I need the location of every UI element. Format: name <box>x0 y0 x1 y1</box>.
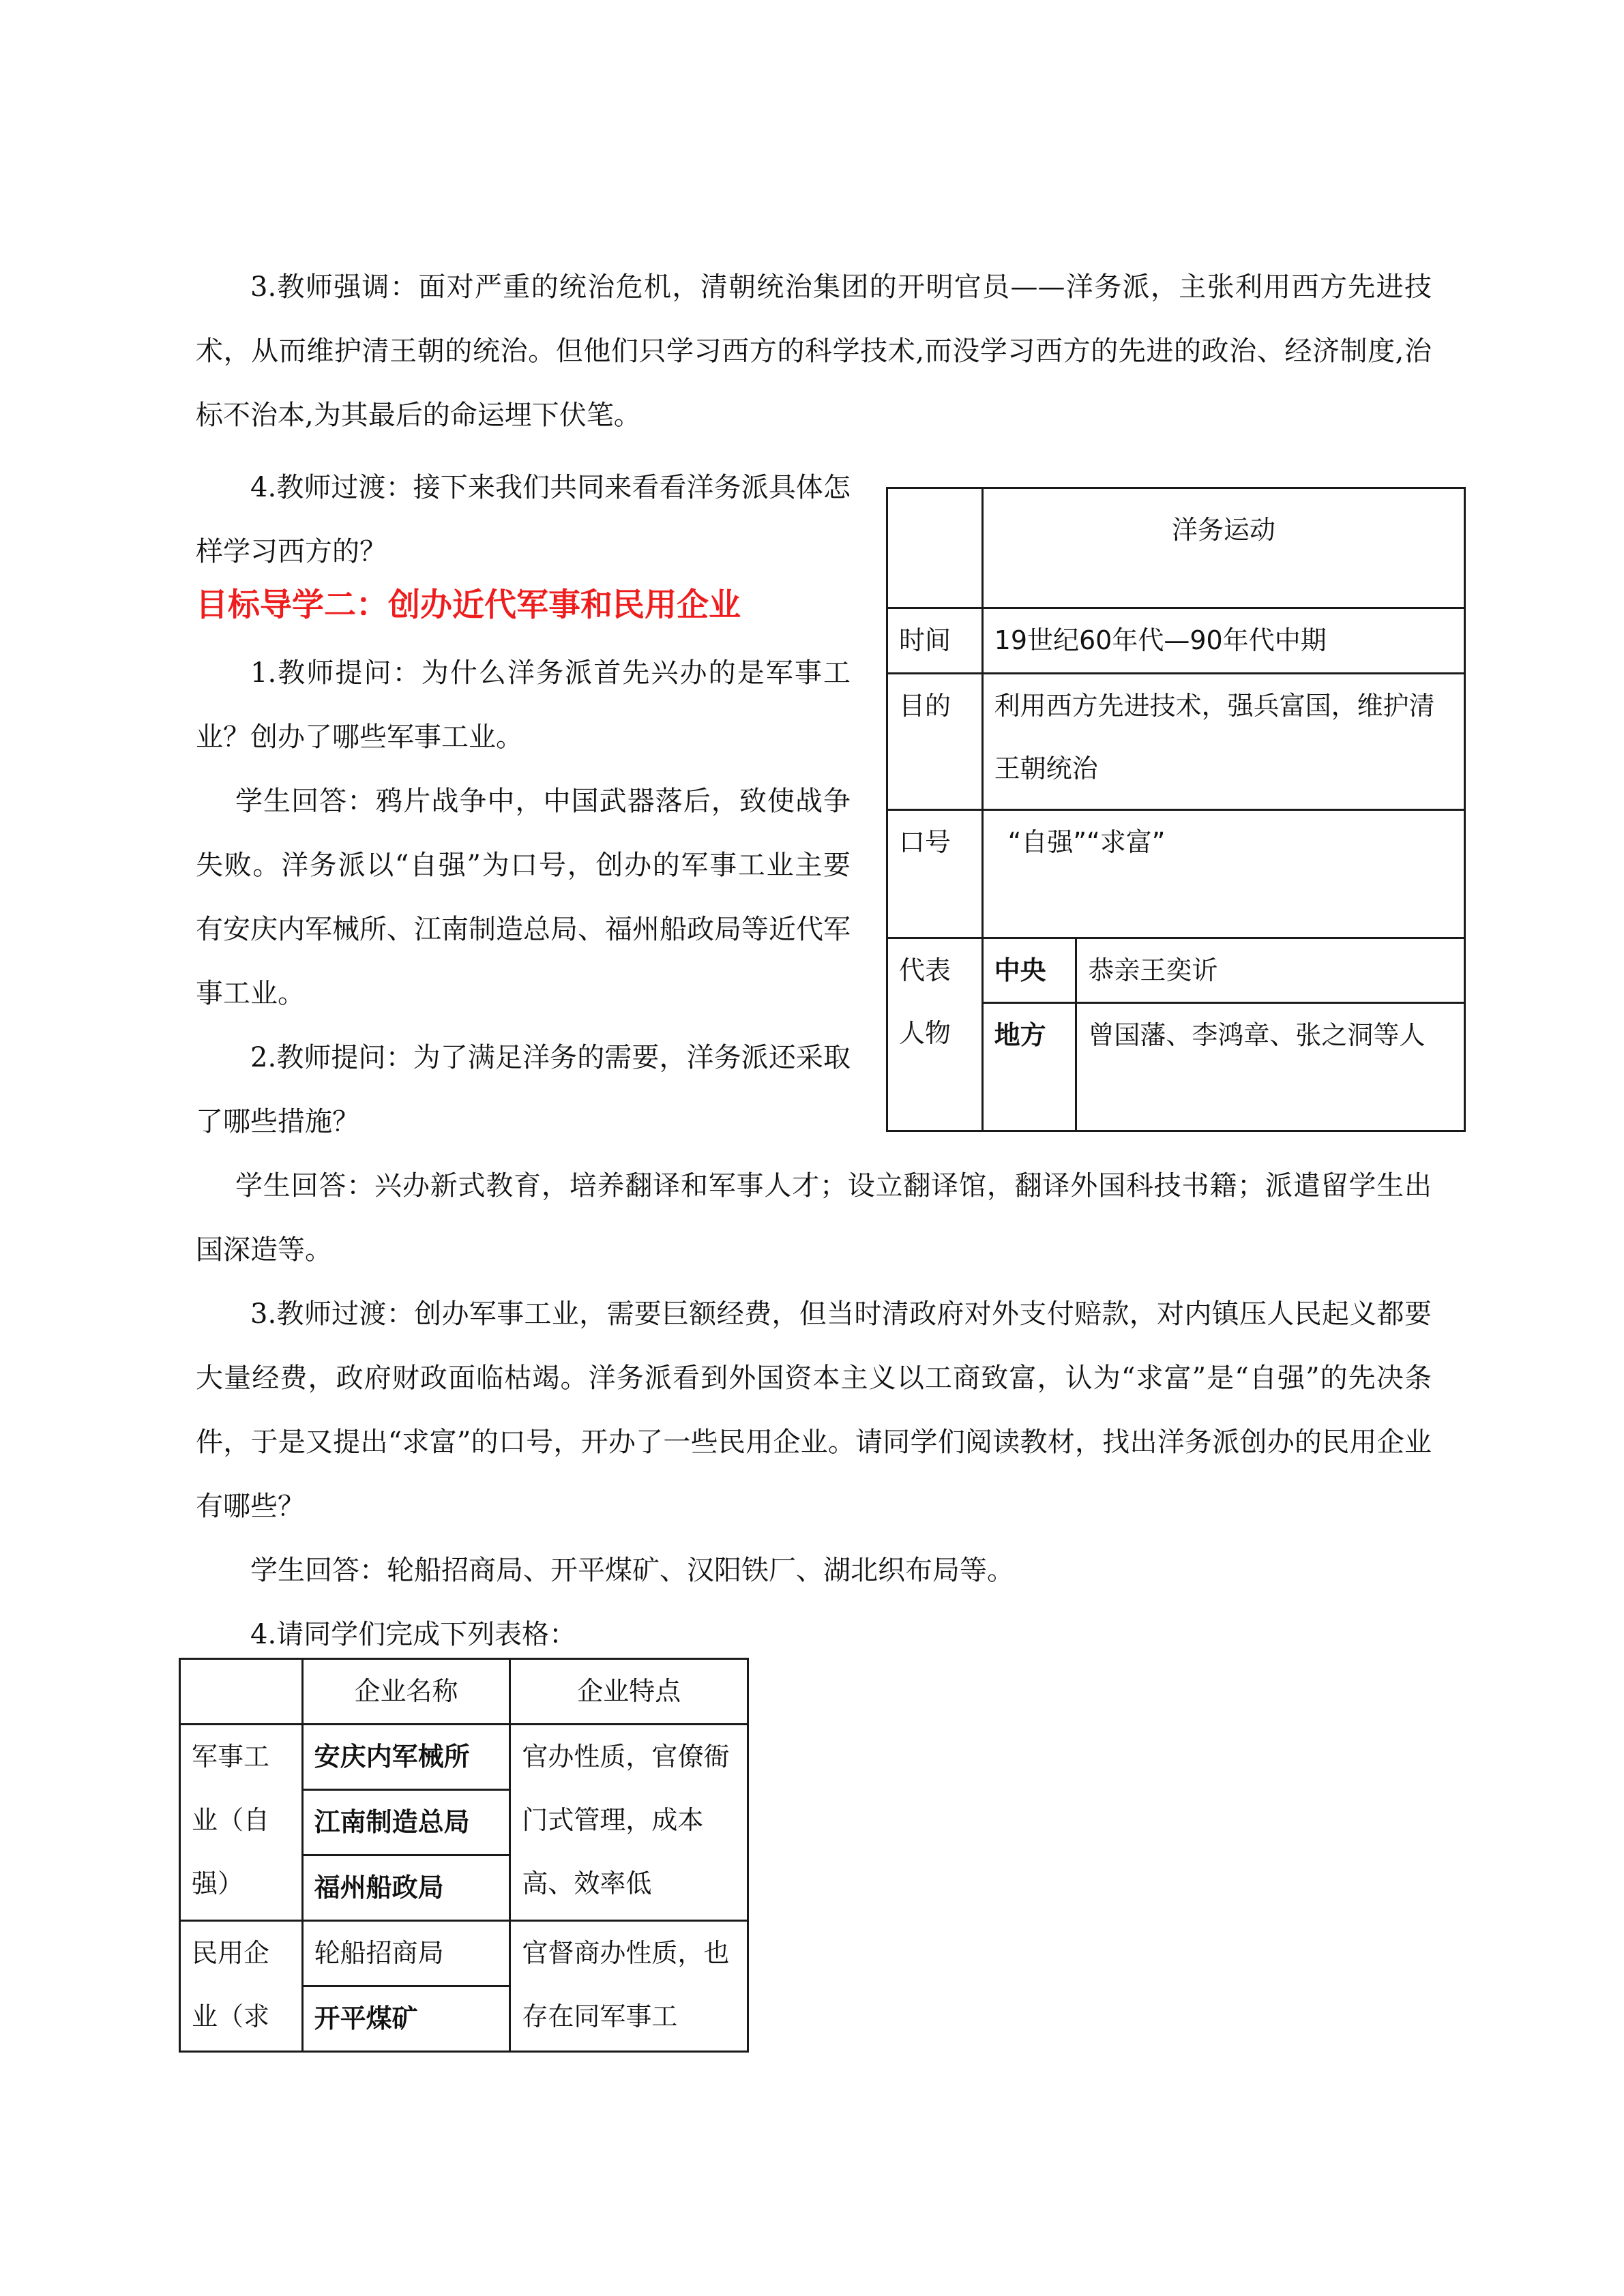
military-item-jiangnan: 江南制造总局 <box>302 1790 510 1855</box>
central-label: 中央 <box>982 938 1076 1003</box>
military-item-fuzhou: 福州船政局 <box>302 1855 510 1921</box>
paragraph-teacher-transition-2: 3.教师过渡：创办军事工业，需要巨额经费，但当时清政府对外支付赔款，对内镇压人民起义都要大量经费，政府财政面临枯竭。洋务派看到外国资本主义以工商致富，认为“求富”是“自强”的先决条件，于是又提出“求富”的口号，开办了一些民用企业。请同学们阅读教材，找出洋务派创办的民用企业有哪些？ <box>196 1298 1432 1522</box>
paragraph-student-answer-2: 学生回答：兴办新式教育，培养翻译和军事人才；设立翻译馆，翻译外国科技书籍；派遣留学生出国深造等。 <box>196 1170 1432 1266</box>
slogan-value: “自强”“求富” <box>982 810 1464 938</box>
military-item-anqing: 安庆内军械所 <box>302 1725 510 1790</box>
movement-table-title: 洋务运动 <box>982 488 1464 608</box>
header-enterprise-name: 企业名称 <box>302 1659 510 1725</box>
paragraph-teacher-emphasis: 3.教师强调：面对严重的统治危机，清朝统治集团的开明官员——洋务派，主张利用西方先进技术，从而维护清王朝的统治。但他们只学习西方的科学技术,而没学习西方的先进的政治、经济制度,治标不治本,为其最后的命运埋下伏笔。 <box>196 271 1432 431</box>
paragraph-student-answer-1: 学生回答：鸦片战争中，中国武器落后，致使战争失败。洋务派以“自强”为口号，创办的军事工业主要有安庆内军械所、江南制造总局、福州船政局等近代军事工业。 <box>196 786 851 1009</box>
local-label: 地方 <box>982 1003 1076 1131</box>
slogan-label: 口号 <box>887 810 983 938</box>
central-value: 恭亲王奕䜣 <box>1076 938 1465 1003</box>
civil-enterprise-label: 民用企业（求 <box>180 1921 303 2052</box>
purpose-label: 目的 <box>887 674 983 810</box>
local-value: 曾国藩、李鸿章、张之洞等人 <box>1076 1003 1465 1131</box>
people-label: 代表人物 <box>887 938 983 1131</box>
movement-table <box>886 487 1466 1132</box>
time-label: 时间 <box>887 608 983 674</box>
civil-feature: 官督商办性质，也存在同军事工 <box>510 1921 748 2052</box>
military-industry-label: 军事工业（自强） <box>180 1725 303 1921</box>
military-feature: 官办性质，官僚衙门式管理，成本高、效率低 <box>510 1725 748 1921</box>
purpose-value: 利用西方先进技术，强兵富国，维护清王朝统治 <box>982 674 1464 810</box>
civil-item-steamship: 轮船招商局 <box>302 1921 510 1986</box>
movement-table-corner-cell <box>887 488 983 608</box>
paragraph-teacher-question-1: 1.教师提问：为什么洋务派首先兴办的是军事工业？创办了哪些军事工业。 <box>196 657 851 753</box>
civil-item-kaiping: 开平煤矿 <box>302 1986 510 2052</box>
paragraph-teacher-question-2: 2.教师提问：为了满足洋务的需要，洋务派还采取了哪些措施？ <box>196 1042 851 1137</box>
paragraph-table-instruction: 4.请同学们完成下列表格： <box>250 1619 577 1650</box>
time-value: 19世纪60年代—90年代中期 <box>982 608 1464 674</box>
enterprise-table <box>179 1658 749 2053</box>
paragraph-student-answer-3: 学生回答：轮船招商局、开平煤矿、汉阳铁厂、湖北织布局等。 <box>250 1555 1014 1586</box>
header-enterprise-feature: 企业特点 <box>510 1659 748 1725</box>
section-heading: 目标导学二：创办近代军事和民用企业 <box>196 586 741 624</box>
paragraph-teacher-transition-1: 4.教师过渡：接下来我们共同来看看洋务派具体怎样学习西方的？ <box>196 472 851 567</box>
enterprise-table-corner-cell <box>180 1659 303 1725</box>
